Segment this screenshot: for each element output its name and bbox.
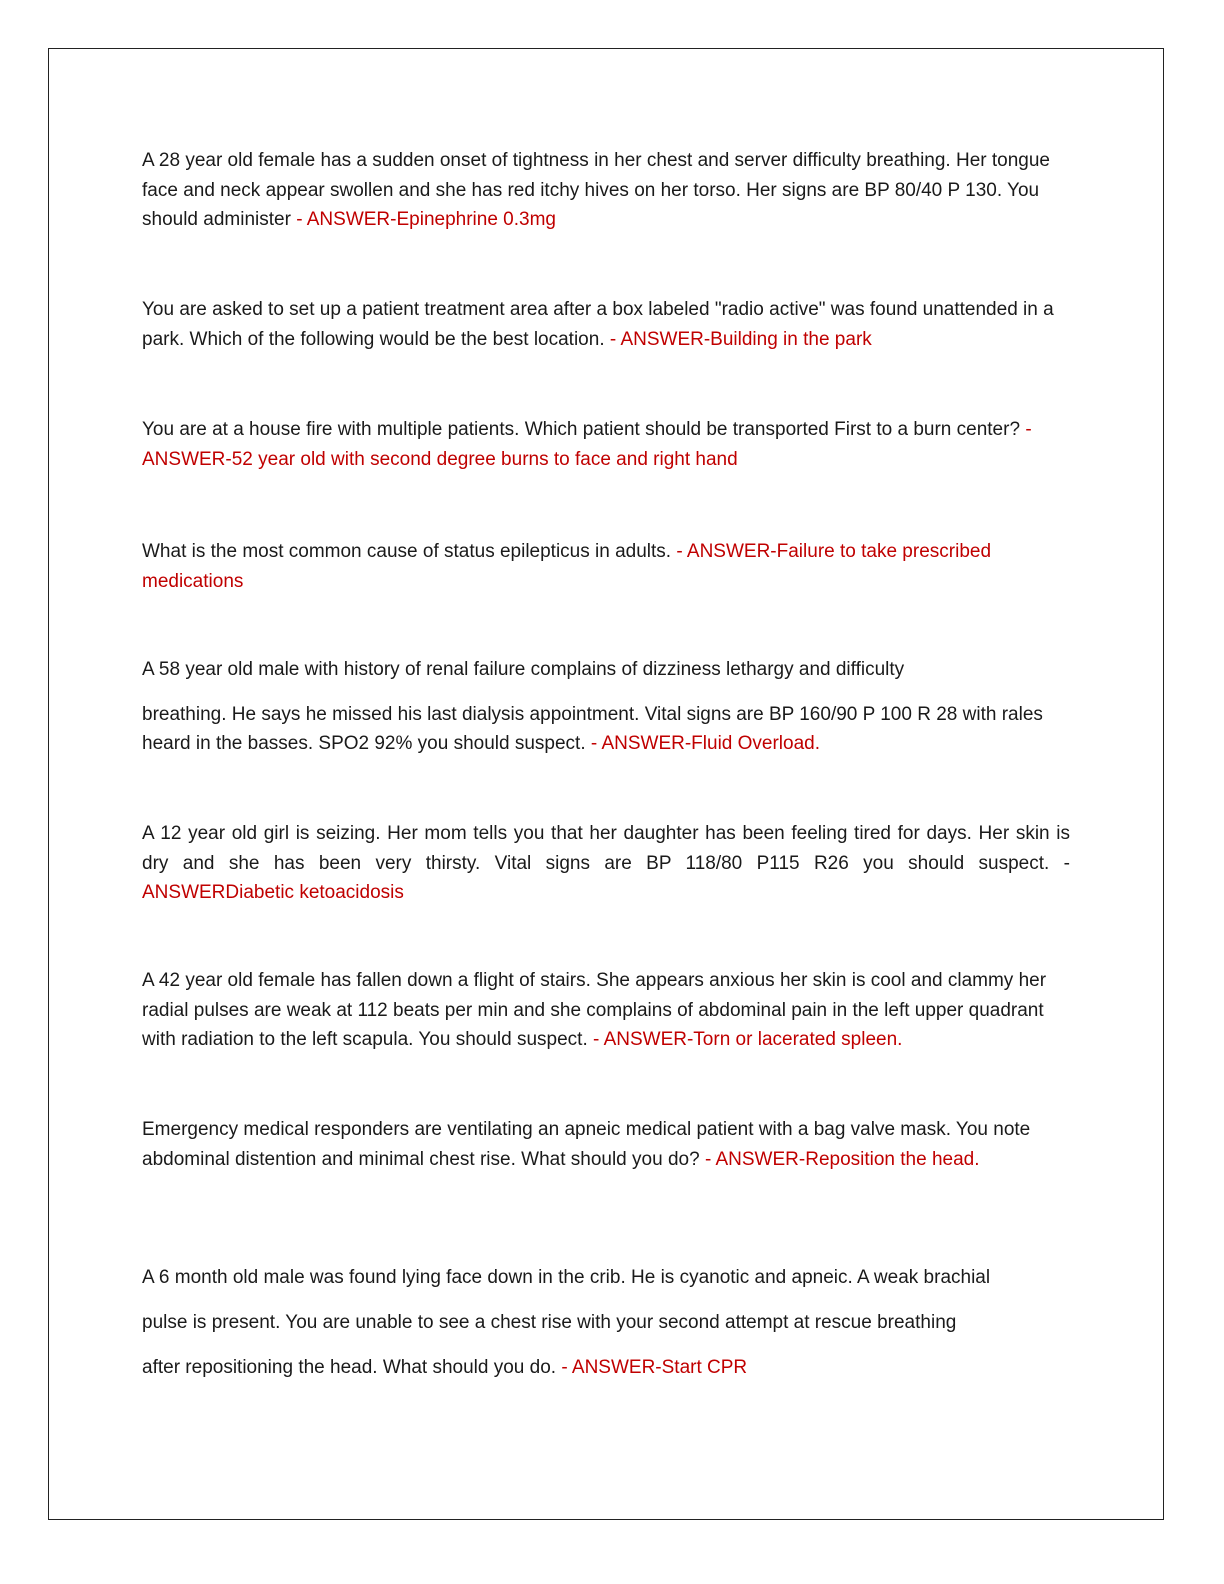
answer-text: - ANSWER-Failure to take prescribed medications <box>142 541 992 592</box>
qa-item <box>142 537 1070 596</box>
question-text: breathing. He says he missed his last dialysis appointment. Vital signs are BP 160/90 P 100 R 28 with rales heard in the basses. SPO2 92% you should suspect. <box>142 703 1043 754</box>
qa-item <box>142 966 1070 1055</box>
question-text: A 28 year old female has a sudden onset of tightness in her chest and server difficulty breathing. Her tongue face and neck appear swollen and she has red itchy hives on her torso. Her signs are BP 80/40 P 130. You should administer <box>142 150 1050 230</box>
qa-item <box>142 295 1070 354</box>
question-text: A 58 year old male with history of renal failure complains of dizziness lethargy and difficulty <box>142 659 905 680</box>
question-text: You are asked to set up a patient treatment area after a box labeled "radio active" was found unattended in a park. Which of the following would be the best location. <box>142 299 1054 350</box>
question-text: What is the most common cause of status epilepticus in adults. <box>142 541 672 562</box>
qa-item <box>142 655 1070 759</box>
qa-item <box>142 415 1070 474</box>
answer-text: - ANSWER-Torn or lacerated spleen. <box>593 1029 903 1050</box>
answer-text: - ANSWER-Epinephrine 0.3mg <box>296 209 556 230</box>
question-text: after repositioning the head. What should you do. <box>142 1357 557 1378</box>
answer-text: - ANSWER-Start CPR <box>561 1357 748 1378</box>
answer-text: - ANSWER-Building in the park <box>609 328 872 350</box>
answer-text: - ANSWER-Fluid Overload. <box>590 733 821 754</box>
qa-item <box>142 146 1070 235</box>
answer-text: - ANSWER-52 year old with second degree burns to face and right hand <box>142 419 1032 470</box>
question-text: A 12 year old girl is seizing. Her mom tells you that her daughter has been feeling tired for days. Her skin is dry and she has been very thirsty. Vital signs are BP 118/80 P115 R26 you should suspect. - <box>142 823 1070 874</box>
question-text: Emergency medical responders are ventilating an apneic medical patient with a bag valve mask. You note abdominal distention and minimal chest rise. What should you do? <box>142 1119 1031 1170</box>
qa-item <box>142 1255 1070 1390</box>
qa-item <box>142 819 1070 908</box>
qa-item <box>142 1115 1070 1174</box>
question-text: A 6 month old male was found lying face down in the crib. He is cyanotic and apneic. A weak brachial <box>142 1267 991 1288</box>
answer-text: ANSWERDiabetic ketoacidosis <box>142 882 404 903</box>
question-text: pulse is present. You are unable to see a chest rise with your second attempt at rescue breathing <box>142 1312 957 1333</box>
question-text: A 42 year old female has fallen down a flight of stairs. She appears anxious her skin is cool and clammy her radial pulses are weak at 112 beats per min and she complains of abdominal pain in the left upper quadrant with radiation to the left scapula. You should suspect. <box>142 970 1047 1050</box>
answer-text: - ANSWER-Reposition the head. <box>704 1148 980 1170</box>
question-text: You are at a house fire with multiple patients. Which patient should be transported First to a burn center? <box>142 419 1021 440</box>
